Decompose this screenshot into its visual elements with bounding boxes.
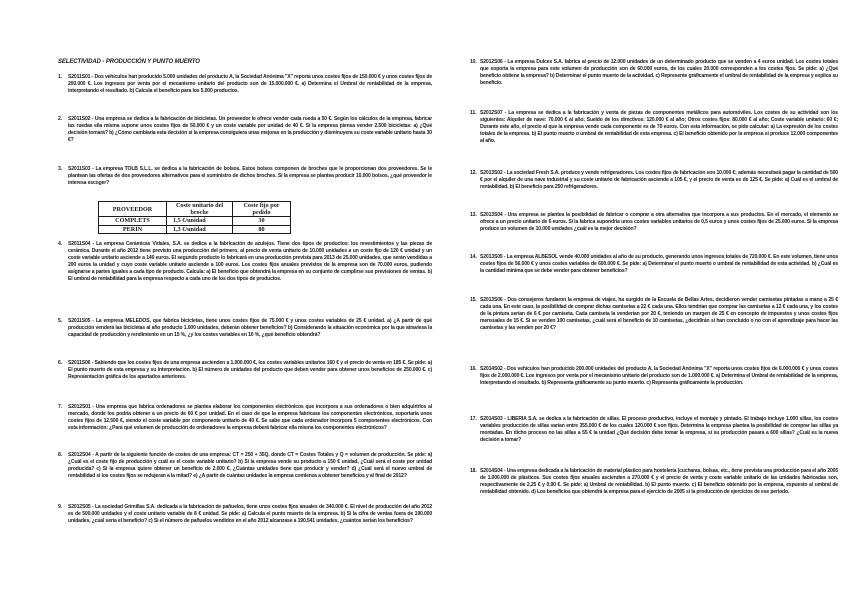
exercise-code: S2011S05: [68, 318, 91, 324]
document-title: SELECTIVIDAD - PRODUCCIÓN Y PUNTO MUERTO: [58, 59, 200, 65]
exercise-number: 15.: [470, 297, 477, 303]
exercise-text: - Una empresa se plantea la posibilidad de fabricar o comprar a otra alternativa que incorpora a sus productos. En el mercado, el elemento se ofrece a un precio unitario de 6 euros. Si la fabrica supondría unos costes variables unitarios de 0,5 euros y unos costes fijos de 25.000 euros. Si la empresa produce un volumen de 10.000 unidades ¿cuál es la mejor decisión?: [480, 212, 838, 232]
exercise-16: [470, 366, 838, 387]
exercise-number: 10.: [470, 59, 477, 65]
exercise-number: 14.: [470, 254, 477, 260]
exercise-text: - La empresa MELEDOS, que fabrica bicicletas, tiene unos costes fijos de 75.000 € y unos costes variables de 25 € unidad. a) ¿A partir de qué producción venderá las bicicletas al año producto 1.000 unidades, deberán obtener beneficios? b) Considerando la situación económica por la que atraviesa la capacidad de producción y rendimiento en un 15 %, ¿y los costes variables en 10 %, ¿qué beneficio obtendrá?: [68, 318, 432, 338]
header-provider: PROVEEDOR: [99, 202, 167, 217]
exercise-text: - A partir de la siguiente función de costes de una empresa: CT = 250 + 35Q, donde CT = Costes Totales y Q = volumen de producción. Se pide: a) ¿Cuál es el coste fijo de producción y cuál es el coste variable unitario? b) Si la empresa vende su producto a 150 € unidad, ¿Cuál será el coste por unidad producida? c) Si la empresa quiere obtener un beneficio de 2.000 €, ¿Cuántas unidades tiene que producir y vender? d) ¿Cuál será el nuevo umbral de rentabilidad si los costes fijos se redujeran a la mitad? e) ¿A partir de cuántas unidades la empresa comienza a obtener beneficios y al final de 2012?: [68, 452, 433, 479]
exercise-text: - La empresa se dedica a la fabricación y venta de piezas de componentes metálicos para automóviles. Los costes de su actividad son los siguientes: Alquiler de nave: 70.000 € al año; Sueldo de los directivos: 120.000 € al año; Otros costes fijos: 80.000 € al año; Coste variable unitario: 60 €; Durante este año, el precio al que la empresa vende cada componente es de 70 euros. Con esta información, se pide calcular: a) La expresión de los costes totales de la empresa. b) El punto muerto o umbral de rentabilidad de esta empresa. c) El beneficio obtenido por la empresa si produce 12.000 componentes al año.: [480, 110, 838, 144]
exercise-5: [58, 318, 432, 339]
header-fixed-cost: Coste fijo por pedido: [233, 202, 291, 217]
exercise-code: S2011S01: [68, 74, 91, 80]
exercise-number: 11.: [470, 110, 477, 116]
exercise-code: S2012S07: [480, 110, 503, 116]
provider-table: [98, 201, 291, 234]
exercise-number: 12.: [470, 170, 477, 176]
exercise-number: 6.: [58, 360, 62, 366]
exercise-12: [470, 170, 838, 191]
exercise-number: 9.: [58, 504, 62, 510]
exercise-7: [58, 404, 432, 432]
exercise-code: S2011S06: [68, 360, 91, 366]
cell-fixed-cost: 80: [233, 225, 291, 233]
exercise-2: [58, 116, 432, 144]
exercise-text: - Una empresa se dedica a la fabricación de bicicletas. Un proveedor le ofrece vender cada rueda a 50 €. Según los cálculos de la empresa, fabricar las ruedas ella misma supone unos costes fijos de 50.000 € y un coste variable por unidad de 40 €. Si la empresa piensa vender 2.500 bicicletas: a) ¿Qué decisión tomará? b) ¿Cómo cambiaría esta decisión si la empresa consiguiera unas mejoras en la producción y disminuyera su coste variable unitario hasta 30 €?: [68, 116, 433, 143]
exercise-number: 2.: [58, 116, 62, 122]
cell-unit-cost: 1,3 €/unidad: [167, 225, 233, 233]
exercise-8: [58, 452, 432, 480]
table-row: [99, 225, 291, 233]
exercise-code: S2011S04: [68, 241, 91, 247]
exercise-text: - Dos vehículos han producido 5.000 unidades del producto A, la Sociedad Anónima "X" reporta unos costes fijos de 150.000 € y unos costes fijos de 200.000 €. Los ingresos por venta por el mecanismo unitario del producto son de 15.000.000 €. a) Determina el Umbral de rentabilidad de la empresa, interpretando el resultado. b) Calcula el beneficio para los 5.000 productos.: [68, 74, 432, 94]
exercise-number: 17.: [470, 416, 477, 422]
exercise-number: 1.: [58, 74, 62, 80]
table-row: [99, 217, 291, 225]
exercise-number: 8.: [58, 452, 62, 458]
exercise-15: [470, 297, 838, 332]
exercise-number: 4.: [58, 241, 62, 247]
exercise-code: S2014S04: [480, 468, 503, 474]
exercise-13: [470, 212, 838, 233]
exercise-code: S2013S02: [480, 170, 503, 176]
exercise-code: S2012S01: [68, 404, 91, 410]
exercise-number: 16.: [470, 366, 477, 372]
exercise-code: S2012S05: [68, 504, 91, 510]
exercise-text: - La sociedad Fresh S.A. produce y vende refrigeradores. Los costes fijos de fabricación son 10.000 €; además necesitará pagar la cantidad de 500 € por el alquiler de una nave industrial y su coste unitario de fabricación asciende a 105 €, y el precio de venta es de 125 €. Se pide: a) Cuál es el umbral de rentabilidad. b) El beneficio para 250 refrigeradores.: [480, 170, 838, 190]
exercise-1: [58, 74, 432, 95]
exercise-number: 7.: [58, 404, 62, 410]
exercise-10: [470, 59, 838, 87]
exercise-14: [470, 254, 838, 275]
exercise-9: [58, 504, 432, 525]
exercise-code: S2014S03: [480, 416, 503, 422]
exercise-text: - Una empresa dedicada a la fabricación de material plástico para hostelería (cucharas, bolsas, etc., tiene prevista una producción para el año 2005 de 1.000.000 de plásticos. Sus costes fijos anuales ascienden a 270.000 € y el precio de venta y coste variable unitario de las unidades fabricadas son, respectivamente de 2,25 € y 0,90 €. Se pide: a) Umbral de rentabilidad. b) El punto muerto. c) El beneficio obtenido por la empresa, expuesto al umbral de rentabilidad obtenido. d) Los beneficios que obtendrá la empresa para el ejercicio de 2005 si la producción de ejercicios de ese periodo.: [480, 468, 839, 495]
exercise-text: - La empresa TOLB S.L.L. se dedica a la fabricación de bolsos. Estos bolsos componen de broches que le proporcionan dos proveedores. Se le plantean las ofertas de dos proveedores alternativos para el suministro de dichos broches. Si la empresa se plantea producir 10.000 bolsos, ¿qué proveedor le interesa escoger?: [68, 166, 432, 186]
exercise-code: S2013S04: [480, 212, 503, 218]
exercise-code: S2013S05: [480, 254, 503, 260]
exercise-4: [58, 241, 432, 282]
exercise-code: S2012S04: [68, 452, 91, 458]
exercise-6: [58, 360, 432, 381]
exercise-code: S2011S02: [68, 116, 91, 122]
cell-provider: PERÍN: [99, 225, 167, 233]
exercise-number: 13.: [470, 212, 477, 218]
exercise-code: S2013S06: [480, 297, 503, 303]
cell-provider: COMPLETS: [99, 217, 167, 225]
exercise-17: [470, 416, 838, 444]
exercise-number: 18.: [470, 468, 477, 474]
exercise-11: [470, 110, 838, 145]
exercise-code: S2011S03: [68, 166, 91, 172]
exercise-text: - La empresa Cerámicas Vidales, S.A. se dedica a la fabricación de azulejos. Tiene dos tipos de productos: los revestimientos y las piezas de cerámica. Durante el año 2012 tiene previsto una producción del primero, al precio de venta unitario de 10.000 unidades a un coste fijo de 120 € unidad y un coste variable unitario asciende a 140 euros. El segundo producto lo fabricará en una producción prevista para 2013 de 25.000 unidades, que serán vendidas a 200 euros la unidad y cuyo coste variable unitario asciende a 100 euros. Los costes fijos anuales previstos de la empresa son de 70.000 euros, pudiendo asignarse a partes iguales a cada tipo de producto. Calcula: a) El beneficio que obtendrá la empresa en su conjunto de cumplirse sus previsiones de ventas. b) El umbral de rentabilidad para la empresa respecto a cada uno de los dos tipos de productos.: [68, 241, 433, 282]
cell-unit-cost: 1,5 €/unidad: [167, 217, 233, 225]
exercise-3: [58, 166, 432, 187]
exercise-code: S2014S02: [480, 366, 503, 372]
cell-fixed-cost: 30: [233, 217, 291, 225]
exercise-text: - La empresa ALBESOL vende 40.000 unidades al año de su producto, generando unos ingresos totales de 720.000 €. En este volumen, tiene unos costes fijos de 56.000 € y unos costes variables de 600.000 €. Se pide: a) Determinar el punto muerto o umbral de rentabilidad de esta actividad. b) ¿Cuál es la cantidad mínima que se debe vender para obtener beneficios?: [480, 254, 838, 274]
exercise-text: - Una empresa que fabrica ordenadores se plantea elaborar los componentes electrónicos que incorpora a sus ordenadores o bien adquirirlos al mercado, donde los podría obtener a un precio de 60 € por unidad. En el caso de que la empresa fabricase los componentes electrónicos, soportaría unos costes fijos de 12.500 €, siendo el coste variable por componente unitario de 40 €. Se sabe que cada ordenador incorpora 5 componentes electrónicos. Con esta información: ¿Para qué volumen de producción de ordenadores la empresa deberá fabricar ella misma los componentes electrónicos?: [68, 404, 433, 431]
exercise-text: - Dos vehículos han producido 200.000 unidades del producto A, la Sociedad Anónima "X" reporta unos costes fijos de 6.000.000 € y unos costes fijos de 2.000.000 €. Los ingresos por venta por el mecanismo unitario del producto son de 1.000.000 €. a) Determina el Umbral de rentabilidad de la empresa, interpretando el resultado. b) Representa gráficamente su punto muerto. c) Representa gráficamente la producción.: [480, 366, 839, 386]
exercise-text: - La empresa Dulces S.A. fabrica al precio de 12.000 unidades de un determinado producto que se venden a 4 euros unidad. Los costes totales que soporta la empresa para este volumen de producción son de 60.000 euros, de los cuales 20.000 corresponden a los costes fijos. Se pide: a) ¿Qué beneficio obtiene la empresa? b) Determinar el punto muerto de la actividad. c) Represente gráficamente el umbral de rentabilidad de la empresa y explica su beneficio.: [480, 59, 839, 86]
exercise-text: - La sociedad Grimillas S.A. dedicada a la fabricación de pañuelos, tiene unos costes fijos anuales de 340.000 €. El nivel de producción del año 2012 es de 500.000 unidades y el coste unitario variable de 8 € unidad. Se pide: a) Calcula el punto muerto de la empresa. b) Si la cifra de ventas fuera de 190.000 unidades, ¿cuál sería el beneficio? c) Si el número de pañuelos vendidos en el año 2012 alcanzase a 190.541 unidades, ¿cuántos serían los beneficios?: [68, 504, 432, 524]
exercise-text: - Sabiendo que los costes fijos de una empresa ascienden a 1.000.000 €, los costes variables unitarios 160 € y el precio de venta en 185 €. Se pide: a) El punto muerto de esta empresa y su interpretación. b) El número de unidades del producto que deben vender para obtener unos beneficios de 250.000 €. c) Representación gráfica de los apartados anteriores.: [68, 360, 432, 380]
exercise-18: [470, 468, 838, 496]
exercise-code: S2012S06: [480, 59, 503, 65]
exercise-text: - LIBERIA S.A. se dedica a la fabricación de sillas. El proceso productivo, incluye el montaje y pintado. El trabajo incluye 1.000 sillas, los costes variables producción de sillas varían entre 355.000 € de los cuales 120.000 € son fijos. Determina la empresa plantea la posibilidad de comprar las sillas ya montadas. En dicho proceso no las sillas a 55 € la unidad ¿Qué decisión debe tomar la empresa, si su producción pasara a 600 sillas? ¿Cuál es la nueva decisión a tomar?: [480, 416, 838, 443]
table-header-row: [99, 202, 291, 217]
exercise-number: 3.: [58, 166, 62, 172]
header-unit-cost: Coste unitario del broche: [167, 202, 233, 217]
exercise-number: 5.: [58, 318, 62, 324]
exercise-text: - Dos consejeros fundaron la empresa de viajes, ha surgido de la Escuela de Bellas Artes, decidieron vender camisetas pintadas a mano a 25 € cada una. En este caso, la posibilidad de comprar dichas camisetas a 22 € cada una. Ellos tendrían que comprar las camisetas a 12 € cada una, y los costes de la pintura serían de 6 € por camiseta. Cada camiseta la venderían por 20 €, teniendo un margen de 25 € en concepto de impuestos y unos costes fijos mensuales de 15 €. Si se venden 100 camisetas, ¿cuál será el beneficio de 10 camisetas, ¿decidirán si han concluido o no con el aprendizaje para hacer las camisetas y las venden por 20 €?: [480, 297, 839, 331]
